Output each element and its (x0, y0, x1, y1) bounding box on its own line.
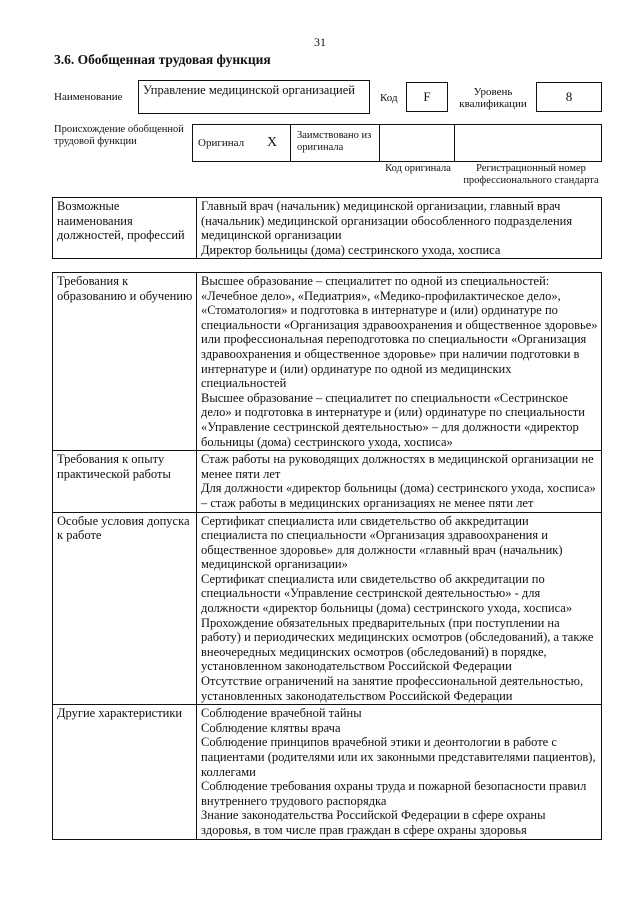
list-item: Сертификат специалиста или свидетельство об аккредитации специалиста по специальности «Организация здравоохранения и общественное здоровье» для должности «главный врач (начальник) медицинской организации» (201, 513, 563, 572)
experience-cell (197, 451, 602, 512)
page-number: 31 (314, 35, 326, 49)
list-item: Стаж работы на руководящих должностях в медицинской организации не менее пяти лет (201, 452, 594, 481)
list-item: Соблюдение клятвы врача (201, 720, 341, 735)
experience-label: Требования к опыту практической работы (53, 451, 197, 512)
list-item: Высшее образование – специалитет по специальности «Сестринское дело» и подготовка в интернатуре и (или) ординатуре по специальности «Управление сестринской деятельностью» – для должности «директор больницы (дома) сестринского ухода, хосписа» (201, 390, 585, 449)
list-item: Для должности «директор больницы (дома) сестринского ухода, хосписа» – стаж работы в медицинских организациях не менее пяти лет (201, 481, 596, 510)
code-value: F (406, 82, 448, 112)
code-label: Код (380, 92, 398, 104)
list-item: Соблюдение требования охраны труда и пожарной безопасности правил внутреннего трудового распорядка (201, 779, 587, 808)
other-characteristics-label: Другие характеристики (53, 705, 197, 839)
list-item: Директор больницы (дома) сестринского ухода, хосписа (201, 242, 501, 257)
other-characteristics-cell (197, 705, 602, 839)
table-row (53, 705, 602, 839)
original-mark: X (267, 135, 278, 150)
origin-label: Происхождение обобщенной трудовой функции (54, 124, 184, 147)
table-row (53, 512, 602, 705)
reg-number-label: Регистрационный номер профессионального стандарта (463, 163, 599, 186)
list-item: Знание законодательства Российской Федерации в сфере охраны здоровья, в том числе прав граждан в сфере охраны здоровья (201, 808, 546, 837)
requirements-table (52, 272, 602, 840)
list-item: Соблюдение принципов врачебной этики и деонтологии в работе с пациентами (родителями или их законными представителями пациентов), коллегами (201, 735, 596, 779)
list-item: Высшее образование – специалитет по одной из специальностей: «Лечебное дело», «Педиатрия», «Медико-профилактическое дело», «Стоматология» и подготовка в интернатуре и (или) ординатуре по специальности «Организация здравоохранения и общественное здоровье» или профессиональная переподготовка по специальности «Организация здравоохранения и общественное здоровье» при наличии подготовки в интернатуре и (или) ординатуре по одной из медицинских специальностей (201, 274, 598, 391)
special-conditions-label: Особые условия допуска к работе (53, 512, 197, 705)
education-label: Требования к образованию и обучению (53, 273, 197, 451)
table-row (53, 451, 602, 512)
list-item: Отсутствие ограничений на занятие профессиональной деятельностью, установленных законодательством Российской Федерации (201, 674, 584, 703)
table-row (53, 198, 602, 259)
origin-table (192, 124, 602, 162)
name-value: Управление медицинской организацией (138, 80, 370, 114)
code-original-label: Код оригинала (385, 163, 451, 174)
name-label: Наименование (54, 91, 123, 103)
special-conditions-cell (197, 512, 602, 705)
list-item: Сертификат специалиста или свидетельство об аккредитации по специальности «Управление сестринской деятельностью» - для должности «директор больницы (дома) сестринского ухода, хосписа» (201, 571, 573, 616)
borrowed-label: Заимствовано из оригинала (297, 130, 372, 153)
positions-label: Возможные наименования должностей, профессий (53, 198, 197, 259)
education-cell (197, 273, 602, 451)
code-original-cell (379, 125, 455, 161)
level-label: Уровень квалификации (459, 86, 527, 110)
section-title: 3.6. Обобщенная трудовая функция (54, 52, 271, 67)
positions-cell (197, 198, 602, 259)
level-value: 8 (536, 82, 602, 112)
positions-table (52, 197, 602, 259)
original-label: Оригинал (198, 137, 245, 149)
list-item: Главный врач (начальник) медицинской организации, главный врач (начальник) медицинской организации обособленного подразделения медицинской организации (201, 199, 573, 243)
list-item: Соблюдение врачебной тайны (201, 706, 362, 721)
list-item: Прохождение обязательных предварительных (при поступлении на работу) и периодических медицинских осмотров (обследований), а также внеочередных медицинских осмотров (обследований) в порядке, установленном законодательством Российской Федерации (201, 615, 594, 674)
table-row (53, 273, 602, 451)
